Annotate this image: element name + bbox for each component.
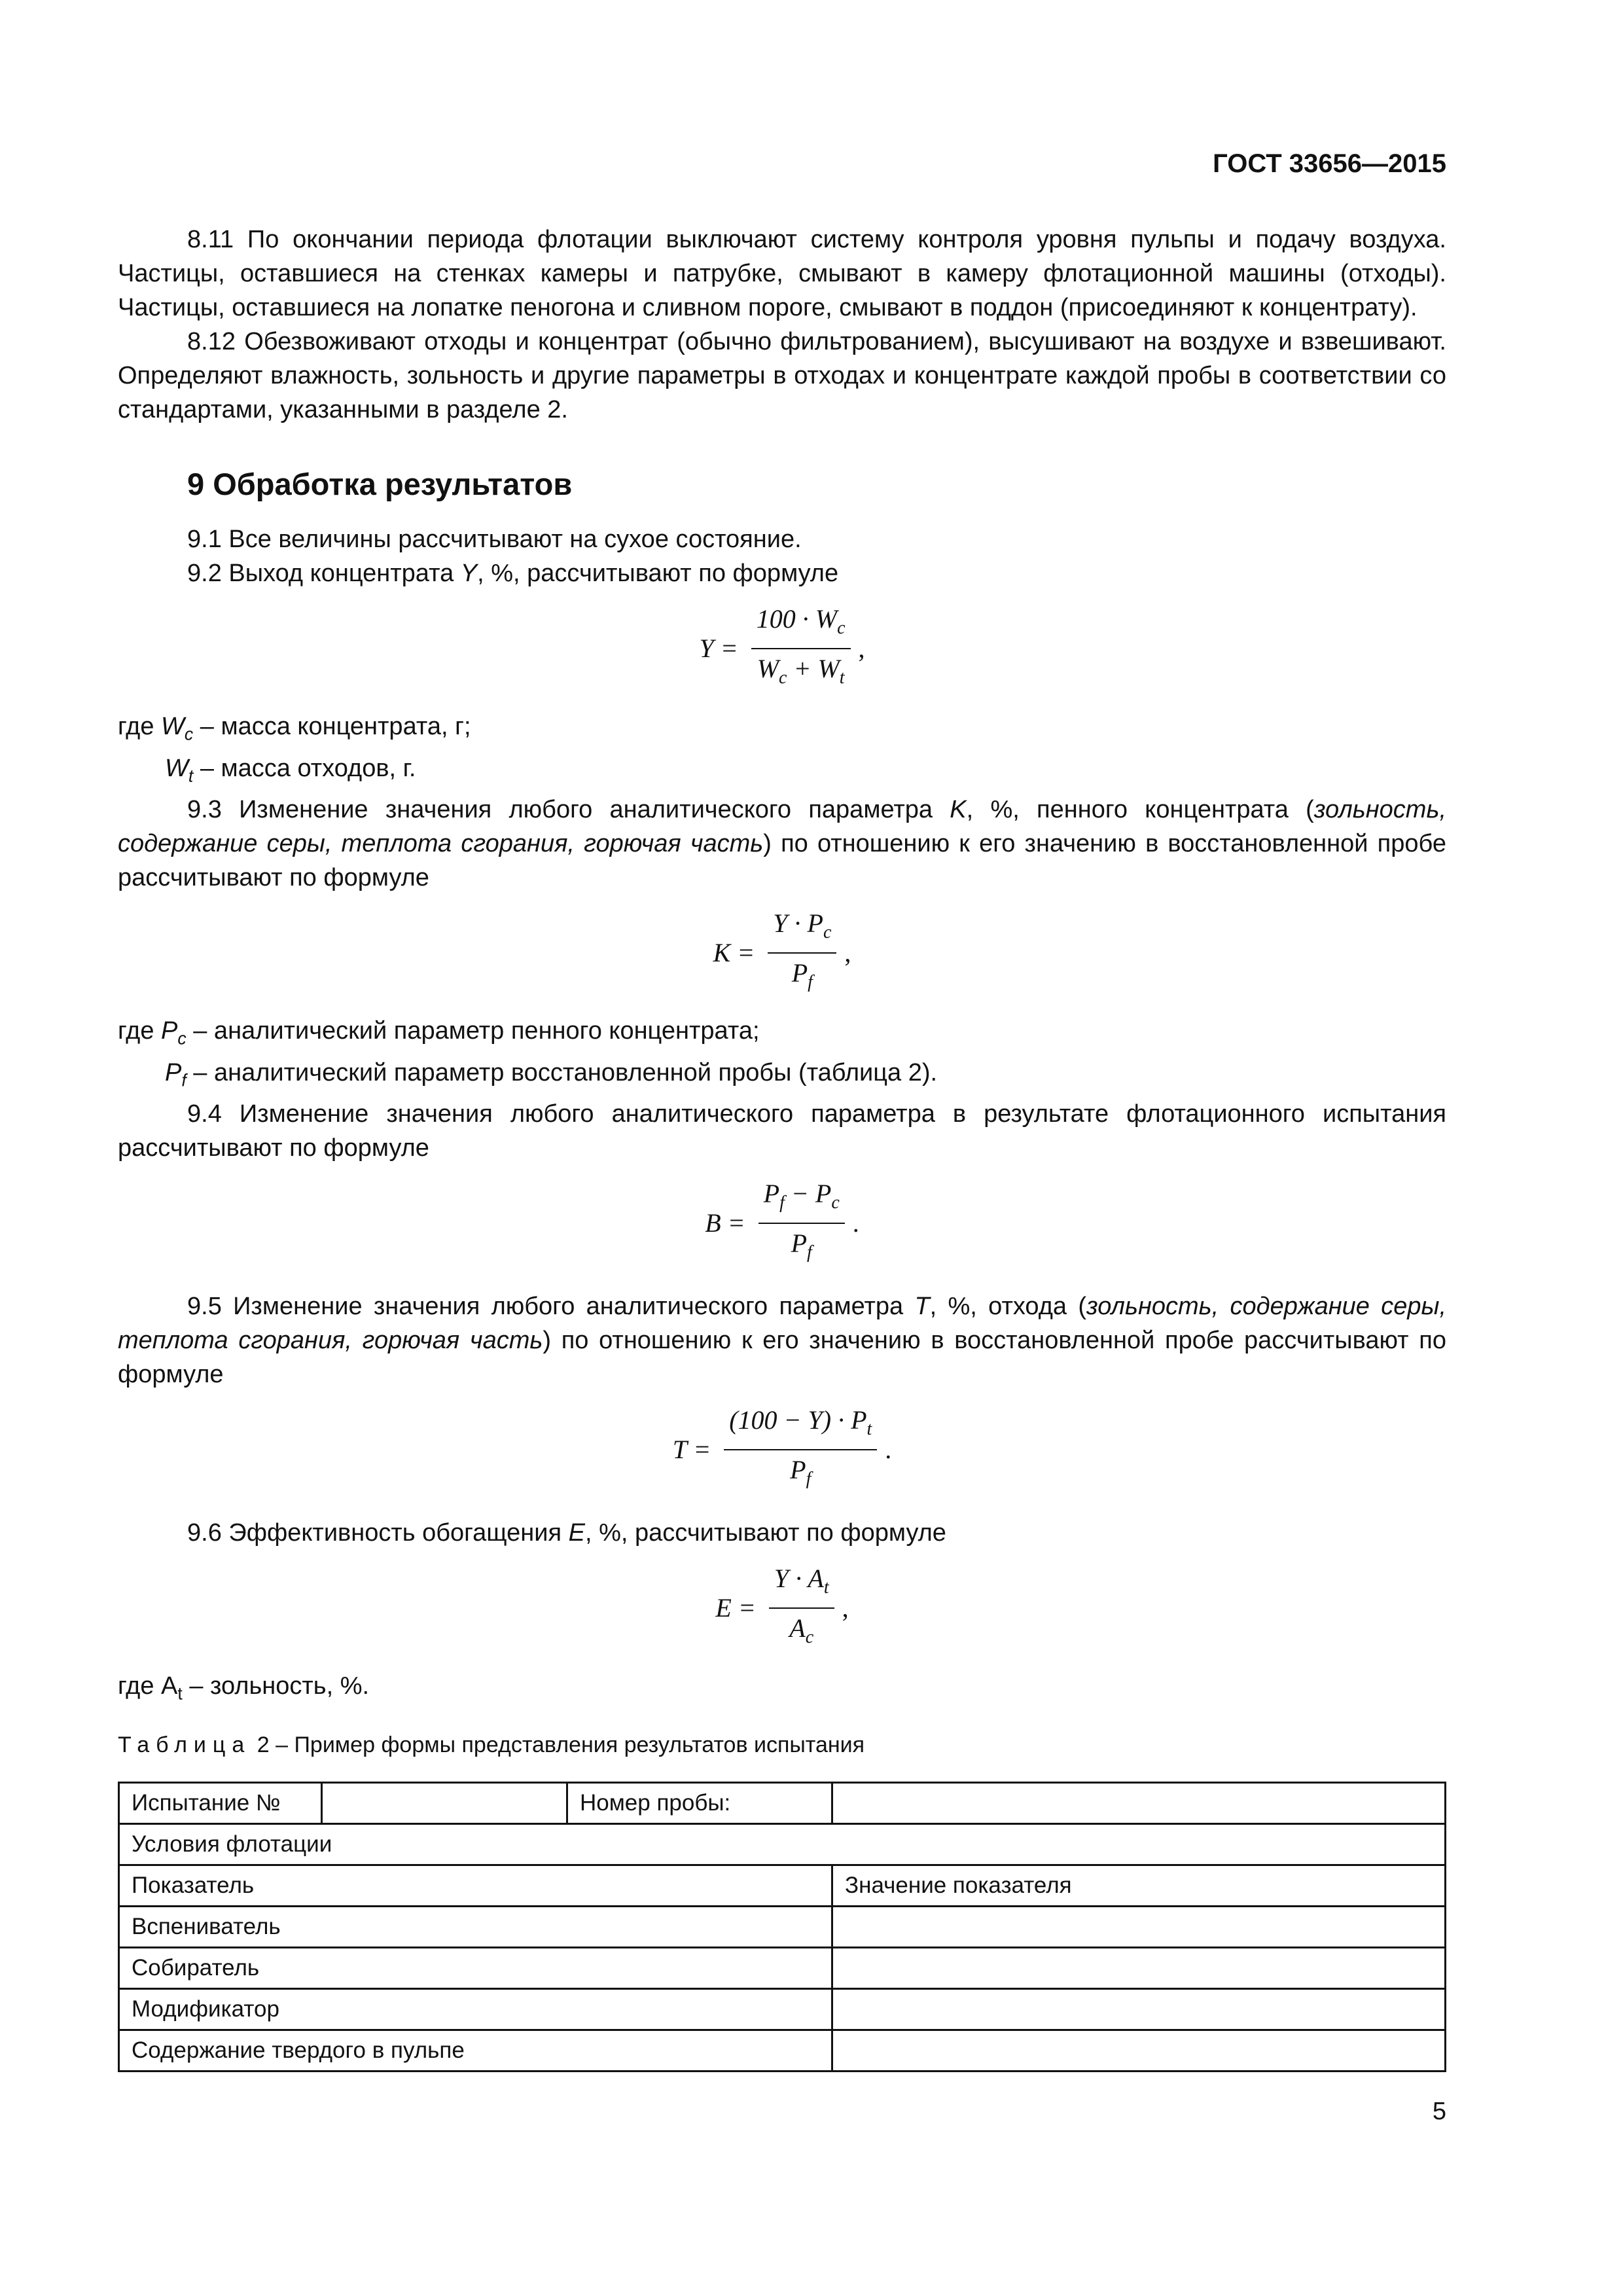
paragraph-8-12: 8.12 Обезвоживают отходы и концентрат (обычно фильтрованием), высушивают на воздухе и взвешивают. Определяют влажность, зольность и другие параметры в отходах и концентрате каждой пробы в соответствии со стандартами, указанными в разделе 2. xyxy=(118,328,1446,423)
paragraph-9-4: 9.4 Изменение значения любого аналитического параметра в результате флотационного испытания рассчитывают по формуле xyxy=(118,1100,1446,1162)
value-cell xyxy=(832,2030,1446,2071)
document-code: ГОСТ 33656—2015 xyxy=(1213,149,1446,178)
where-ash: где $A_t$ – зольность, %. xyxy=(118,1672,370,1704)
indicator-cell: Вспениватель xyxy=(119,1906,832,1947)
value-cell xyxy=(832,1947,1446,1988)
paragraph-9-1: 9.1 Все величины рассчитывают на сухое состояние. xyxy=(187,526,802,553)
where-yield-b: $W_t$ – масса отходов, г. xyxy=(165,754,416,786)
indicator-cell: Модификатор xyxy=(119,1988,832,2030)
table-row xyxy=(119,1823,1446,1865)
page-body xyxy=(118,223,1446,2072)
table-row xyxy=(119,1782,1446,1823)
where-k-a: где $P_c$ – аналитический параметр пенного концентрата; xyxy=(118,1017,760,1049)
table-row xyxy=(119,1865,1446,1906)
value-header: Значение показателя xyxy=(832,1865,1446,1906)
table-row xyxy=(119,1988,1446,2030)
table-caption: Таблица 2 – Пример формы представления результатов испытания xyxy=(118,1732,865,1757)
paragraph-9-2: 9.2 Выход концентрата Y, %, рассчитывают по формуле xyxy=(187,560,839,587)
value-cell xyxy=(832,1988,1446,2030)
indicator-header: Показатель xyxy=(119,1865,832,1906)
paragraph-8-11: 8.11 По окончании периода флотации выключают систему контроля уровня пульпы и подачу воздуха. Частицы, оставшиеся на стенках камеры и патрубке, смывают в камеру флотационной машины (отходы). Частицы, оставшиеся на лопатке пеногона и сливном пороге, смывают в поддон (присоединяют к концентрату). xyxy=(118,226,1446,321)
sample-number-label: Номер пробы: xyxy=(567,1782,832,1823)
table-row xyxy=(119,1947,1446,1988)
formula-yield: Y = $\frac{100 \cdot W_c}{W_c + W_t}$ , xyxy=(118,602,1446,695)
formula-t: T = $\frac{(100 - Y) \cdot P_t}{P_f}$ . xyxy=(118,1403,1446,1496)
paragraph-9-6: 9.6 Эффективность обогащения E, %, рассчитывают по формуле xyxy=(187,1519,946,1547)
indicator-cell: Собиратель xyxy=(119,1947,832,1988)
conditions-cell: Условия флотации xyxy=(119,1823,1446,1865)
sample-number-cell xyxy=(832,1782,1446,1823)
table-row xyxy=(119,2030,1446,2071)
paragraph-9-5: 9.5 Изменение значения любого аналитического параметра T, %, отхода (зольность, содержание серы, теплота сгорания, горючая часть) по отношению к его значению в восстановленной пробе рассчитывают по формуле xyxy=(118,1293,1447,1389)
where-yield-a: где $W_c$ – масса концентрата, г; xyxy=(118,713,471,744)
value-cell xyxy=(832,1906,1446,1947)
formula-k: K = $\frac{Y \cdot P_c}{P_f}$ , xyxy=(118,906,1446,999)
section-title: 9 Обработка результатов xyxy=(187,467,573,501)
indicator-cell: Содержание твердого в пульпе xyxy=(119,2030,832,2071)
table-row xyxy=(119,1906,1446,1947)
results-table xyxy=(118,1782,1446,2072)
test-number-label: Испытание № xyxy=(119,1782,322,1823)
page-number: 5 xyxy=(1432,2098,1446,2125)
formula-b: B = $\frac{P_f - P_c}{P_f}$ . xyxy=(118,1177,1446,1270)
formula-e: E = $\frac{Y \cdot A_t}{A_c}$ , xyxy=(118,1562,1446,1655)
test-number-cell xyxy=(322,1782,567,1823)
where-k-b: $P_f$ – аналитический параметр восстановленной пробы (таблица 2). xyxy=(165,1058,938,1090)
paragraph-9-3: 9.3 Изменение значения любого аналитического параметра K, %, пенного концентрата (зольность, содержание серы, теплота сгорания, горючая часть) по отношению к его значению в восстановленной пробе рассчитывают по формуле xyxy=(118,796,1447,892)
